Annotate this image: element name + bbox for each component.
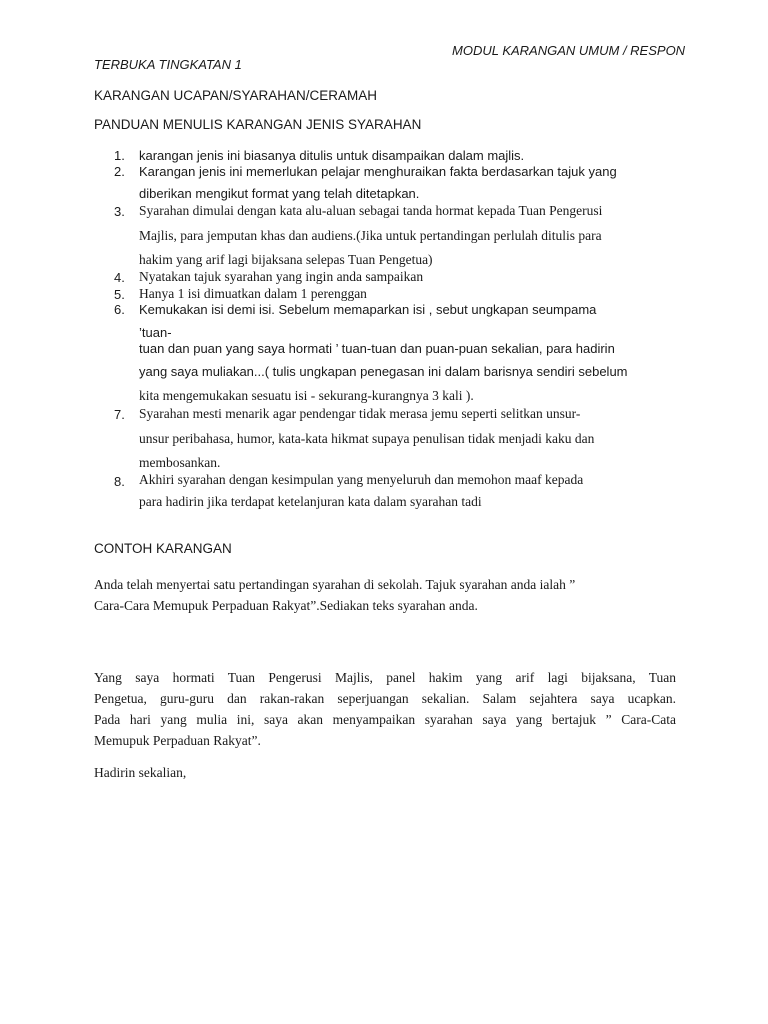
question-line: Anda telah menyertai satu pertandingan syarahan di sekolah. Tajuk syarahan anda ialah ”	[94, 577, 576, 592]
list-item-continuation: ’tuan-	[139, 325, 172, 340]
list-item: karangan jenis ini biasanya ditulis untuk disampaikan dalam majlis.	[139, 148, 525, 163]
list-number: 7.	[114, 407, 125, 422]
list-number: 6.	[114, 302, 125, 317]
list-item: Akhiri syarahan dengan kesimpulan yang menyeluruh dan memohon maaf kepada	[139, 472, 584, 487]
list-number: 8.	[114, 474, 125, 489]
list-item-continuation: yang saya muliakan...( tulis ungkapan penegasan ini dalam barisnya sendiri sebelum	[139, 364, 628, 379]
list-item: Syarahan dimulai dengan kata alu-aluan sebagai tanda hormat kepada Tuan Pengerusi	[139, 203, 603, 218]
list-item-continuation: tuan dan puan yang saya hormati ’ tuan-tuan dan puan-puan sekalian, para hadirin	[139, 341, 615, 356]
list-item-continuation: Majlis, para jemputan khas dan audiens.(Jika untuk pertandingan perlulah ditulis para	[139, 228, 602, 243]
example-heading: CONTOH KARANGAN	[94, 541, 232, 556]
essay-line: Pengetua, guru-guru dan rakan-rakan seperjuangan sekalian. Salam sejahtera saya ucapkan.	[94, 691, 676, 706]
list-item-continuation: para hadirin jika terdapat ketelanjuran kata dalam syarahan tadi	[139, 494, 482, 509]
essay-line: Yang saya hormati Tuan Pengerusi Majlis, panel hakim yang arif lagi bijaksana, Tuan	[94, 670, 676, 685]
list-number: 5.	[114, 287, 125, 302]
header-form-level: TERBUKA TINGKATAN 1	[94, 57, 242, 72]
closing-greeting: Hadirin sekalian,	[94, 765, 187, 780]
header-module-title: MODUL KARANGAN UMUM / RESPON	[452, 43, 686, 58]
list-item: Nyatakan tajuk syarahan yang ingin anda sampaikan	[139, 269, 424, 284]
page-title: KARANGAN UCAPAN/SYARAHAN/CERAMAH	[94, 88, 378, 103]
list-item-continuation: hakim yang arif lagi bijaksana selepas Tuan Pengetua)	[139, 252, 433, 267]
essay-line: Pada hari yang mulia ini, saya akan menyampaikan syarahan saya yang bertajuk ” Cara-Cata	[94, 712, 676, 727]
guide-heading: PANDUAN MENULIS KARANGAN JENIS SYARAHAN	[94, 117, 422, 132]
list-number: 4.	[114, 270, 125, 285]
list-item-continuation: kita mengemukakan sesuatu isi - sekurang-kurangnya 3 kali ).	[139, 388, 474, 403]
list-item-continuation: diberikan mengikut format yang telah ditetapkan.	[139, 186, 420, 201]
essay-line: Memupuk Perpaduan Rakyat”.	[94, 733, 261, 748]
list-item: Syarahan mesti menarik agar pendengar tidak merasa jemu seperti selitkan unsur-	[139, 406, 581, 421]
list-item-continuation: unsur peribahasa, humor, kata-kata hikmat supaya penulisan tidak menjadi kaku dan	[139, 431, 595, 446]
list-number: 2.	[114, 164, 125, 179]
list-number: 3.	[114, 204, 125, 219]
list-item: Karangan jenis ini memerlukan pelajar menghuraikan fakta berdasarkan tajuk yang	[139, 164, 617, 179]
list-item: Kemukakan isi demi isi. Sebelum memaparkan isi , sebut ungkapan seumpama	[139, 302, 597, 317]
question-line: Cara-Cara Memupuk Perpaduan Rakyat”.Sediakan teks syarahan anda.	[94, 598, 478, 613]
list-item-continuation: membosankan.	[139, 455, 221, 470]
list-number: 1.	[114, 148, 125, 163]
list-item: Hanya 1 isi dimuatkan dalam 1 perenggan	[139, 286, 367, 301]
